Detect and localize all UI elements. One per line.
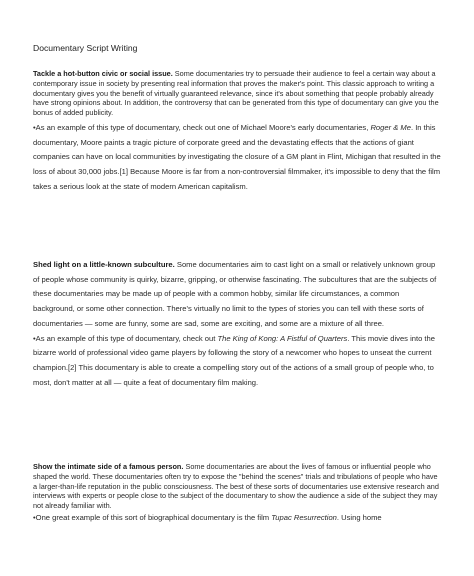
example-paragraph xyxy=(33,121,443,195)
example-text-pre: As an example of this type of documentary, check out one of Michael Moore's early documentaries, xyxy=(35,122,371,132)
example-film-title: Tupac Resurrection xyxy=(271,512,337,522)
example-paragraph xyxy=(33,332,443,391)
example-paragraph xyxy=(33,512,443,523)
section-subculture xyxy=(33,258,443,390)
section-paragraph xyxy=(33,69,443,118)
bullet-icon: • xyxy=(33,122,36,132)
document-title: Documentary Script Writing xyxy=(33,43,138,53)
section-heading: Show the intimate side of a famous person. xyxy=(33,462,184,471)
example-film-title: Roger & Me xyxy=(370,122,411,132)
example-text-post: . This movie dives into the bizarre world of professional video game players by following the story of a newcomer who hopes to unseat the current champion.[2] This documentary is able to create a compelling story out of the actions of a small group of people who, to most, don't matter at all — quite a feat of documentary film making. xyxy=(33,333,435,387)
bullet-icon: • xyxy=(33,333,36,343)
section-body: Some documentaries are about the lives of famous or influential people who shaped the world. These documentaries often try to expose the "behind the scenes" trials and tribulations of people who have a larger-than-life reputation in the public consciousness. The best of these sorts of documentaries use extensive research and interviews with experts or people close to the subject of the documentary to show the audience a side of the subject they may not already familiar with. xyxy=(33,462,439,511)
section-paragraph xyxy=(33,462,443,511)
section-body: Some documentaries try to persuade their audience to feel a certain way about a contemporary issue in society by presenting real information that proves the maker's point. This classic approach to writing a documentary gives you the benefit of virtually guaranteed relevance, since it's about something that people probably already have strong opinions about. In addition, the controversy that can be generated from this type of documentary can give you the bonus of added publicity. xyxy=(33,69,439,118)
section-famous-person xyxy=(33,462,443,523)
example-text-pre: One great example of this sort of biographical documentary is the film xyxy=(35,512,272,522)
example-text-pre: As an example of this type of documentary, check out xyxy=(35,333,218,343)
section-paragraph xyxy=(33,258,443,332)
section-heading: Shed light on a little-known subculture. xyxy=(33,260,175,269)
section-heading: Tackle a hot-button civic or social issue. xyxy=(33,69,173,78)
example-text-post: . Using home xyxy=(336,512,382,522)
bullet-icon: • xyxy=(33,512,36,522)
example-film-title: The King of Kong: A Fistful of Quarters xyxy=(217,333,348,343)
section-body: Some documentaries aim to cast light on a small or relatively unknown group of people whose community is quirky, bizarre, gripping, or otherwise fascinating. The subcultures that are the subjects of these documentaries may be made up of people with a common hobby, similar life circumstances, a common background, or some other connection. There's virtually no limit to the types of stories you can tell with these sorts of documentaries — some are funny, some are sad, some are exciting, and some are a mixture of all three. xyxy=(33,260,437,328)
example-text-post: . In this documentary, Moore paints a tragic picture of corporate greed and the devastating effects that the actions of giant companies can have on local communities by investigating the closure of a GM plant in Flint, Michigan that resulted in the loss of about 30,000 jobs.[1] Because Moore is far from a non-controversial filmmaker, it's impossible to deny that the film takes a serious look at the state of modern American capitalism. xyxy=(33,122,441,191)
section-hot-button-issue xyxy=(33,69,443,195)
